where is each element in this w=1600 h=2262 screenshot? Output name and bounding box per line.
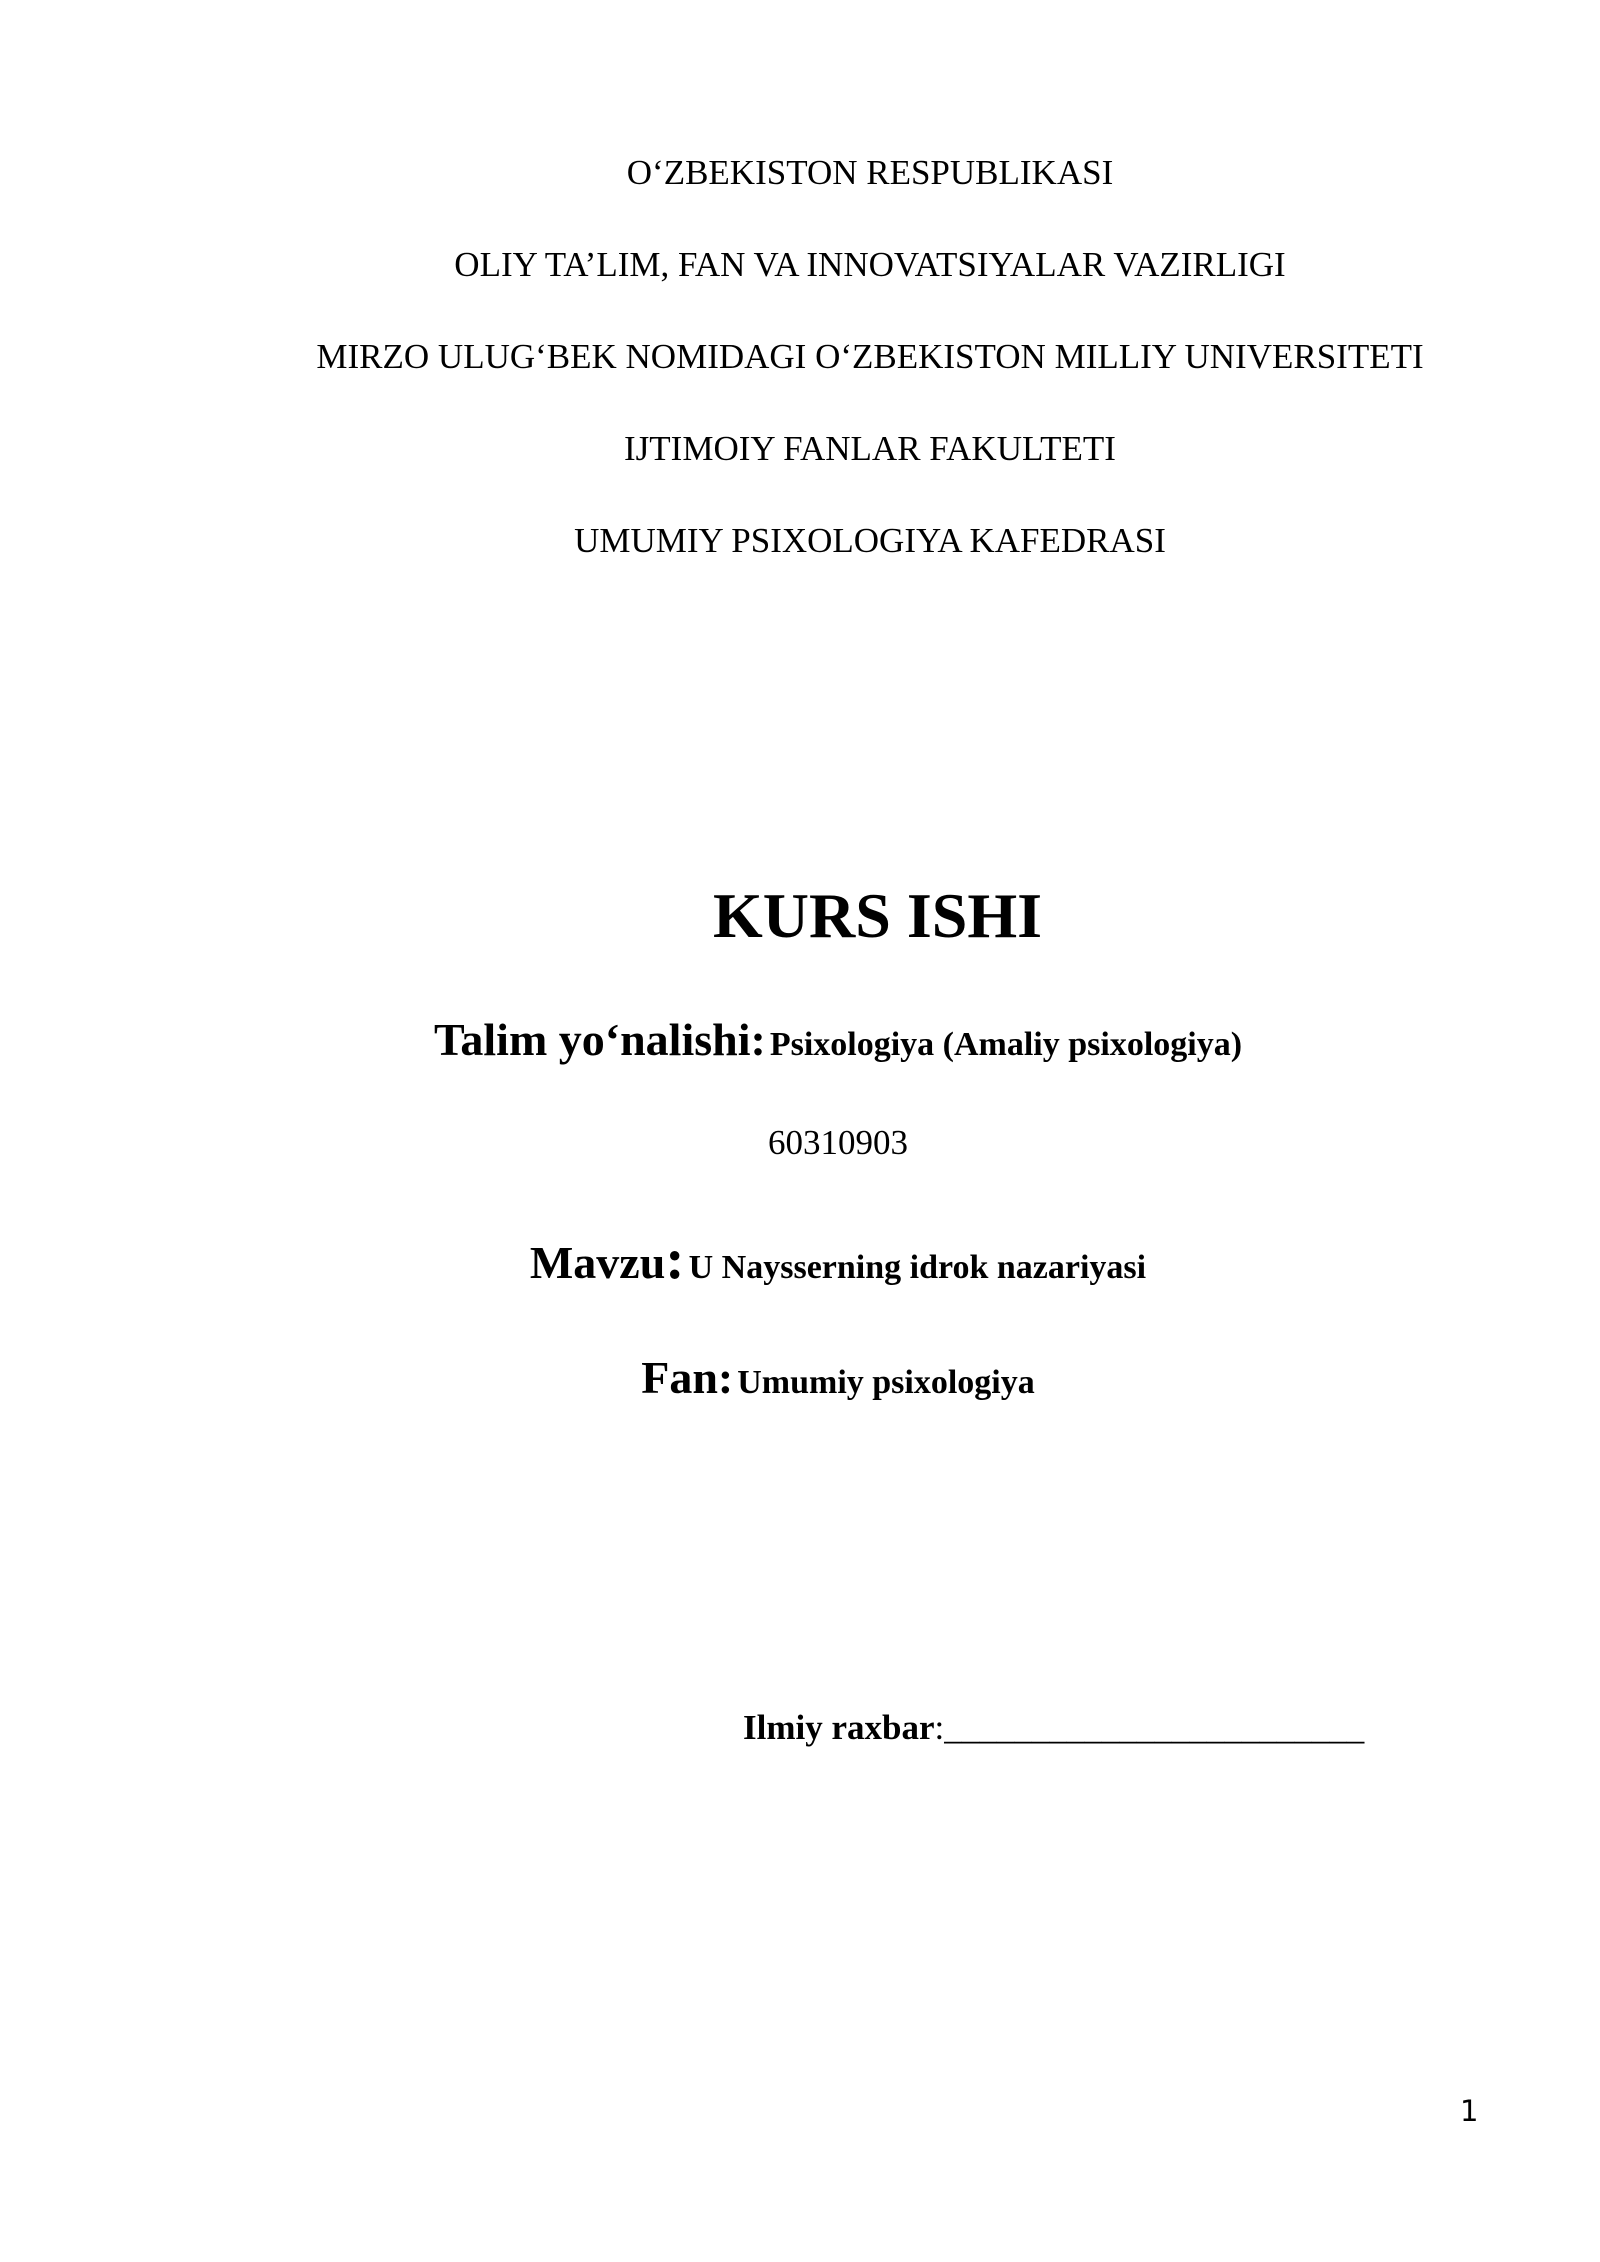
header-department: UMUMIY PSIXOLOGIYA KAFEDRASI	[574, 521, 1166, 560]
supervisor-label: Ilmiy raxbar	[743, 1708, 935, 1747]
direction-field	[0, 1012, 1600, 1079]
direction-value: Psixologiya (Amaliy psixologiya)	[769, 1026, 1243, 1063]
topic-field	[0, 1228, 1600, 1305]
topic-colon: :	[665, 1226, 685, 1291]
document-title: KURS ISHI	[713, 880, 1042, 951]
topic-label: Mavzu	[529, 1237, 666, 1288]
supervisor-colon: :	[934, 1708, 945, 1747]
topic-value: U Naysserning idrok nazariyasi	[688, 1249, 1147, 1286]
direction-label: Talim yo‘nalishi:	[433, 1014, 766, 1065]
subject-value: Umumiy psixologiya	[737, 1364, 1035, 1401]
subject-field	[0, 1350, 1600, 1417]
header-country: O‘ZBEKISTON RESPUBLIKASI	[626, 153, 1114, 192]
page-number: 1	[1460, 2094, 1479, 2128]
header-ministry: OLIY TA’LIM, FAN VA INNOVATSIYALAR VAZIRLIGI	[454, 245, 1286, 284]
header-faculty: IJTIMOIY FANLAR FAKULTETI	[624, 429, 1116, 468]
direction-code: 60310903	[768, 1123, 908, 1162]
subject-label: Fan:	[641, 1352, 734, 1403]
supervisor-line	[743, 1706, 1364, 1750]
supervisor-blank: ________________________	[944, 1708, 1365, 1747]
header-university: MIRZO ULUG‘BEK NOMIDAGI O‘ZBEKISTON MILLIY UNIVERSITETI	[316, 337, 1424, 376]
